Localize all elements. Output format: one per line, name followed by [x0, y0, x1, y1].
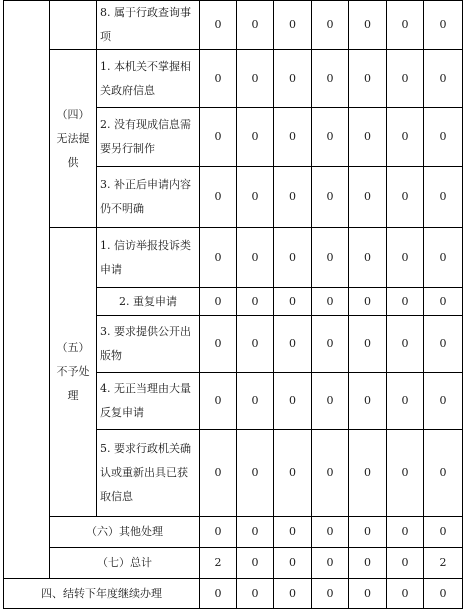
cell-value: 0	[424, 517, 463, 548]
cell-value: 2	[200, 548, 237, 579]
table-row	[4, 548, 463, 579]
cell-value: 0	[349, 167, 387, 228]
cell-value: 0	[312, 579, 349, 609]
cell-value: 0	[424, 288, 463, 316]
row-label: 1. 本机关不掌握相关政府信息	[97, 50, 200, 108]
category-label: （五）不予处理	[50, 228, 97, 517]
table-row	[4, 1, 463, 50]
table-row	[4, 579, 463, 609]
table-row	[4, 517, 463, 548]
cell-value: 0	[200, 167, 237, 228]
cell-value: 0	[387, 316, 424, 373]
row-label: 3. 补正后申请内容仍不明确	[97, 167, 200, 228]
cell-value: 0	[237, 288, 274, 316]
row-label: 2. 没有现成信息需要另行制作	[97, 108, 200, 167]
cell-value: 0	[237, 517, 274, 548]
cell-value: 0	[349, 1, 387, 50]
cell-value: 0	[387, 548, 424, 579]
cell-value: 0	[424, 373, 463, 430]
cell-value: 0	[387, 430, 424, 517]
cell-value: 0	[424, 430, 463, 517]
statistics-table	[3, 0, 463, 609]
cell-value: 0	[349, 108, 387, 167]
cell-value: 0	[424, 1, 463, 50]
cell-value: 0	[274, 548, 312, 579]
cell-value: 0	[312, 316, 349, 373]
row-label: （七）总计	[50, 548, 200, 579]
cell-value: 0	[424, 108, 463, 167]
cell-value: 0	[237, 1, 274, 50]
cell-value: 0	[274, 288, 312, 316]
row-label: 3. 要求提供公开出版物	[97, 316, 200, 373]
cell-value: 0	[200, 288, 237, 316]
cell-value: 0	[200, 108, 237, 167]
cell-value: 0	[387, 1, 424, 50]
cell-value: 0	[387, 579, 424, 609]
cell-value: 0	[274, 373, 312, 430]
cell-value: 0	[200, 517, 237, 548]
cell-value: 0	[274, 579, 312, 609]
cell-value: 0	[237, 316, 274, 373]
table-row	[4, 50, 463, 108]
cell-value: 0	[349, 288, 387, 316]
cell-value: 0	[387, 108, 424, 167]
cell-value: 0	[274, 228, 312, 288]
cell-value: 0	[312, 548, 349, 579]
cell-value: 0	[200, 228, 237, 288]
cell-value: 0	[349, 430, 387, 517]
row-label: 2. 重复申请	[97, 288, 200, 316]
cell-value: 0	[424, 50, 463, 108]
cell-value: 0	[237, 167, 274, 228]
cell-value: 0	[312, 167, 349, 228]
cell-value: 0	[237, 430, 274, 517]
cell-value: 2	[424, 548, 463, 579]
cell-value: 0	[387, 228, 424, 288]
cell-value: 0	[424, 167, 463, 228]
cell-value: 0	[274, 316, 312, 373]
cell-value: 0	[349, 548, 387, 579]
cell-value: 0	[312, 1, 349, 50]
cell-value: 0	[200, 430, 237, 517]
cell-value: 0	[387, 167, 424, 228]
row-label: 5. 要求行政机关确认或重新出具已获取信息	[97, 430, 200, 517]
row-label: 8. 属于行政查询事项	[97, 1, 200, 50]
cell-value: 0	[237, 579, 274, 609]
cell-value: 0	[200, 50, 237, 108]
cell-value: 0	[200, 1, 237, 50]
cell-value: 0	[200, 373, 237, 430]
cell-value: 0	[349, 517, 387, 548]
cell-value: 0	[312, 50, 349, 108]
cell-value: 0	[237, 373, 274, 430]
cell-value: 0	[387, 373, 424, 430]
cell-value: 0	[274, 108, 312, 167]
table-row	[4, 228, 463, 288]
cell-value: 0	[237, 50, 274, 108]
row-label: 四、结转下年度继续办理	[4, 579, 200, 609]
cell-value: 0	[387, 288, 424, 316]
cell-value: 0	[387, 517, 424, 548]
cell-value: 0	[274, 50, 312, 108]
cell-value: 0	[200, 579, 237, 609]
cell-value: 0	[349, 228, 387, 288]
outer-left-blank	[4, 1, 50, 579]
cell-value: 0	[274, 430, 312, 517]
cell-value: 0	[312, 430, 349, 517]
cell-value: 0	[312, 288, 349, 316]
cell-value: 0	[424, 579, 463, 609]
cell-value: 0	[200, 316, 237, 373]
cell-value: 0	[312, 373, 349, 430]
cell-value: 0	[274, 167, 312, 228]
category-label: （四）无法提供	[50, 50, 97, 228]
cell-value: 0	[349, 373, 387, 430]
row-label: 4. 无正当理由大量反复申请	[97, 373, 200, 430]
cell-value: 0	[237, 108, 274, 167]
row-label: 1. 信访举报投诉类申请	[97, 228, 200, 288]
cell-value: 0	[349, 316, 387, 373]
category-blank	[50, 1, 97, 50]
row-label: （六）其他处理	[50, 517, 200, 548]
cell-value: 0	[312, 517, 349, 548]
cell-value: 0	[387, 50, 424, 108]
cell-value: 0	[274, 517, 312, 548]
cell-value: 0	[349, 579, 387, 609]
cell-value: 0	[312, 228, 349, 288]
cell-value: 0	[424, 228, 463, 288]
cell-value: 0	[312, 108, 349, 167]
cell-value: 0	[424, 316, 463, 373]
cell-value: 0	[237, 548, 274, 579]
cell-value: 0	[274, 1, 312, 50]
cell-value: 0	[237, 228, 274, 288]
cell-value: 0	[349, 50, 387, 108]
